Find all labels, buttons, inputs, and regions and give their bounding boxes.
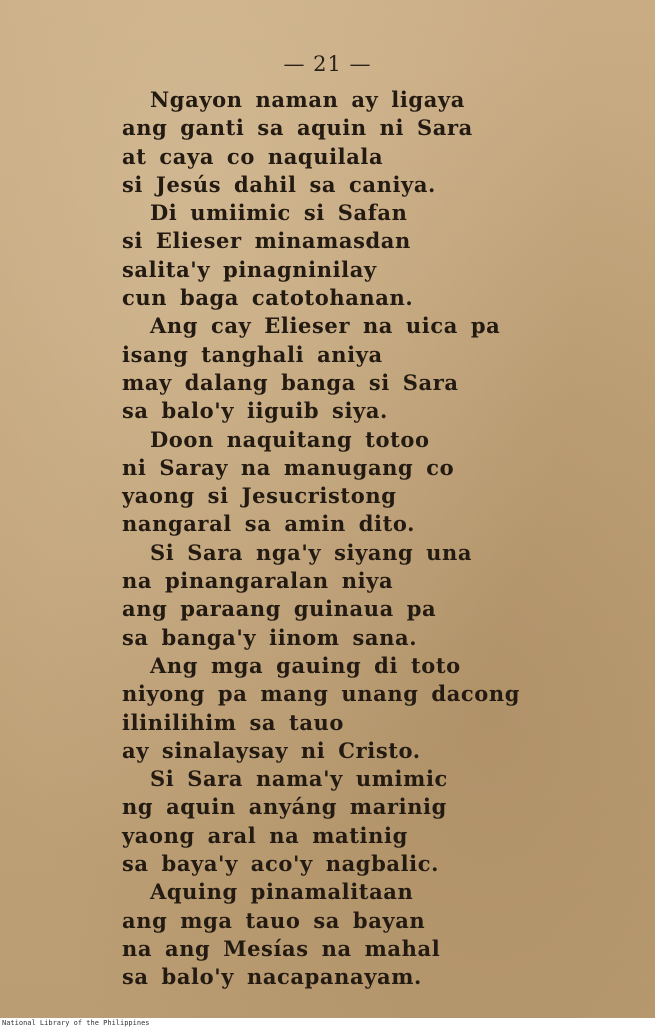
poem-line: Doon naquitang totoo	[150, 426, 430, 452]
poem-line: ang mga tauo sa bayan	[122, 907, 426, 933]
poem-line: na ang Mesías na mahal	[122, 935, 441, 961]
poem-line: ilinilihim sa tauo	[122, 709, 345, 735]
library-credit: National Library of the Philippines	[0, 1018, 655, 1028]
poem-line: at caya co naquilala	[122, 143, 384, 169]
poem-line: isang tanghali aniya	[122, 341, 383, 367]
poem-line: Ang mga gauing di toto	[150, 652, 461, 678]
poem-line: niyong pa mang unang dacong	[122, 681, 521, 707]
poem-line: ng aquin anyáng marinig	[122, 794, 447, 820]
poem-line: yaong si Jesucristong	[122, 483, 397, 509]
page-number: — 21 —	[283, 52, 372, 76]
poem-line: Ang cay Elieser na uica pa	[150, 313, 501, 339]
poem-line: na pinangaralan niya	[122, 568, 394, 594]
poem-line: cun baga catotohanan.	[122, 285, 414, 311]
poem-line: Aquing pinamalitaan	[150, 879, 414, 905]
poem-line: si Elieser minamasdan	[122, 228, 411, 254]
poem-line: may dalang banga si Sara	[122, 369, 459, 395]
poem-line: sa baya'y aco'y nagbalic.	[122, 851, 440, 877]
poem-line: Si Sara nama'y umimic	[150, 766, 448, 792]
poem-line: ang ganti sa aquin ni Sara	[122, 115, 473, 141]
poem-line: Si Sara nga'y siyang una	[150, 539, 473, 565]
poem-line: ang paraang guinaua pa	[122, 596, 437, 622]
poem-line: yaong aral na matinig	[122, 822, 408, 848]
poem-line: Ngayon naman ay ligaya	[150, 87, 465, 112]
poem-line: si Jesús dahil sa caniya.	[122, 171, 436, 197]
poem-line: ni Saray na manugang co	[122, 454, 455, 480]
poem-line: ay sinalaysay ni Cristo.	[122, 737, 421, 763]
poem-line: sa banga'y iinom sana.	[122, 624, 418, 650]
poem-line: nangaral sa amin dito.	[122, 511, 416, 537]
poem-line: Di umiimic si Safan	[150, 200, 408, 226]
poem-body	[122, 86, 642, 992]
poem-line: sa balo'y iiguib siya.	[122, 398, 388, 424]
poem-line: sa balo'y nacapanayam.	[122, 964, 422, 990]
poem-line: salita'y pinagninilay	[122, 256, 377, 282]
